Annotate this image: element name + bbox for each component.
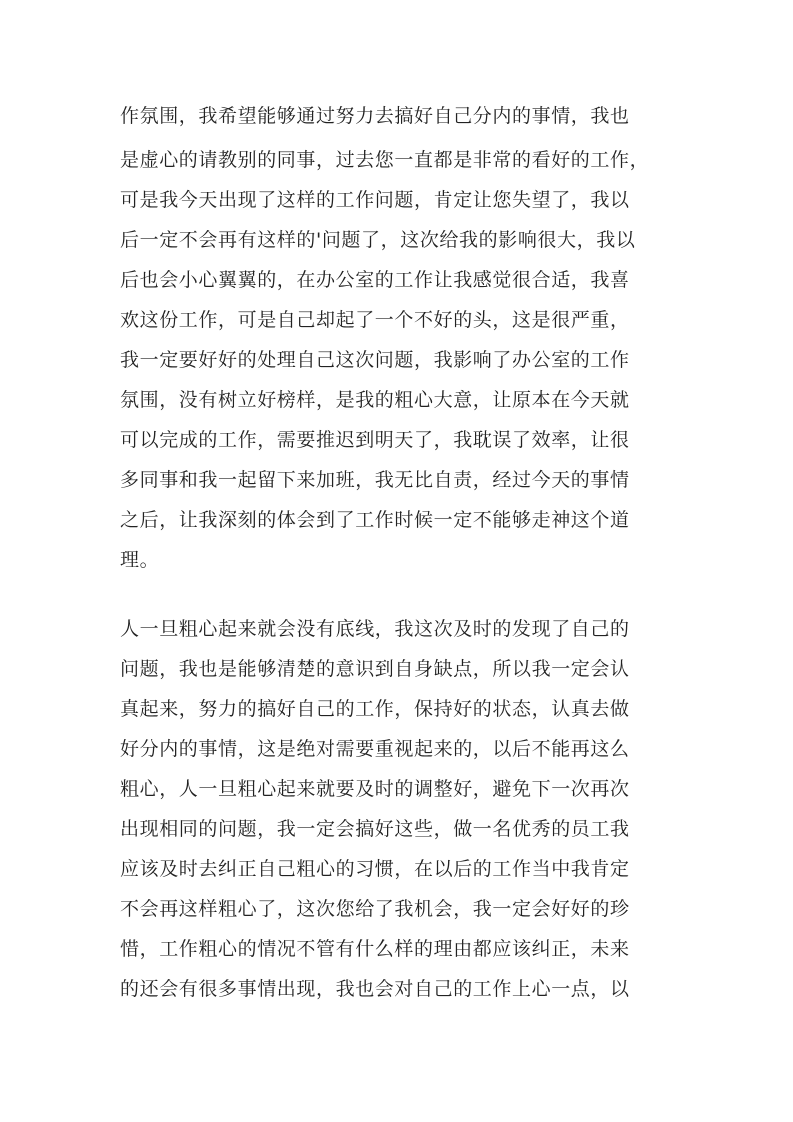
paragraph-2-line-7: 应该及时去纠正自己粗心的习惯，在以后的工作当中我肯定	[120, 858, 630, 880]
paragraph-1-line-12: 理。	[120, 549, 160, 571]
paragraph-1-line-8: 氛围，没有树立好榜样，是我的粗心大意，让原本在今天就	[120, 389, 630, 411]
paragraph-2-line-8: 不会再这样粗心了，这次您给了我机会，我一定会好好的珍	[120, 898, 630, 920]
paragraph-2-line-1: 人一旦粗心起来就会没有底线，我这次及时的发现了自己的	[120, 618, 630, 640]
paragraph-1-line-4: 后一定不会再有这样的'问题了，这次给我的影响很大，我以	[120, 229, 636, 251]
paragraph-2-line-9: 惜，工作粗心的情况不管有什么样的理由都应该纠正，未来	[120, 938, 630, 960]
paragraph-1-line-1: 作氛围，我希望能够通过努力去搞好自己分内的事情，我也	[120, 105, 630, 127]
paragraph-2-line-3: 真起来，努力的搞好自己的工作，保持好的状态，认真去做	[120, 698, 630, 720]
paragraph-2-line-5: 粗心，人一旦粗心起来就要及时的调整好，避免下一次再次	[120, 778, 630, 800]
paragraph-1-line-10: 多同事和我一起留下来加班，我无比自责，经过今天的事情	[120, 469, 630, 491]
paragraph-1-line-3: 可是我今天出现了这样的工作问题，肯定让您失望了，我以	[120, 189, 630, 211]
paragraph-2-line-4: 好分内的事情，这是绝对需要重视起来的，以后不能再这么	[120, 738, 630, 760]
paragraph-1-line-11: 之后，让我深刻的体会到了工作时候一定不能够走神这个道	[120, 509, 630, 531]
paragraph-1-line-5: 后也会小心翼翼的，在办公室的工作让我感觉很合适，我喜	[120, 269, 630, 291]
paragraph-1-line-2: 是虚心的请教别的同事，过去您一直都是非常的看好的工作，	[120, 149, 650, 171]
paragraph-2-line-10: 的还会有很多事情出现，我也会对自己的工作上心一点，以	[120, 978, 630, 1000]
paragraph-2-line-2: 问题，我也是能够清楚的意识到自身缺点，所以我一定会认	[120, 658, 630, 680]
paragraph-1-line-9: 可以完成的工作，需要推迟到明天了，我耽误了效率，让很	[120, 429, 630, 451]
paragraph-1-line-6: 欢这份工作，可是自己却起了一个不好的头，这是很严重，	[120, 309, 630, 331]
paragraph-2-line-6: 出现相同的问题，我一定会搞好这些，做一名优秀的员工我	[120, 818, 630, 840]
paragraph-1-line-7: 我一定要好好的处理自己这次问题，我影响了办公室的工作	[120, 349, 630, 371]
